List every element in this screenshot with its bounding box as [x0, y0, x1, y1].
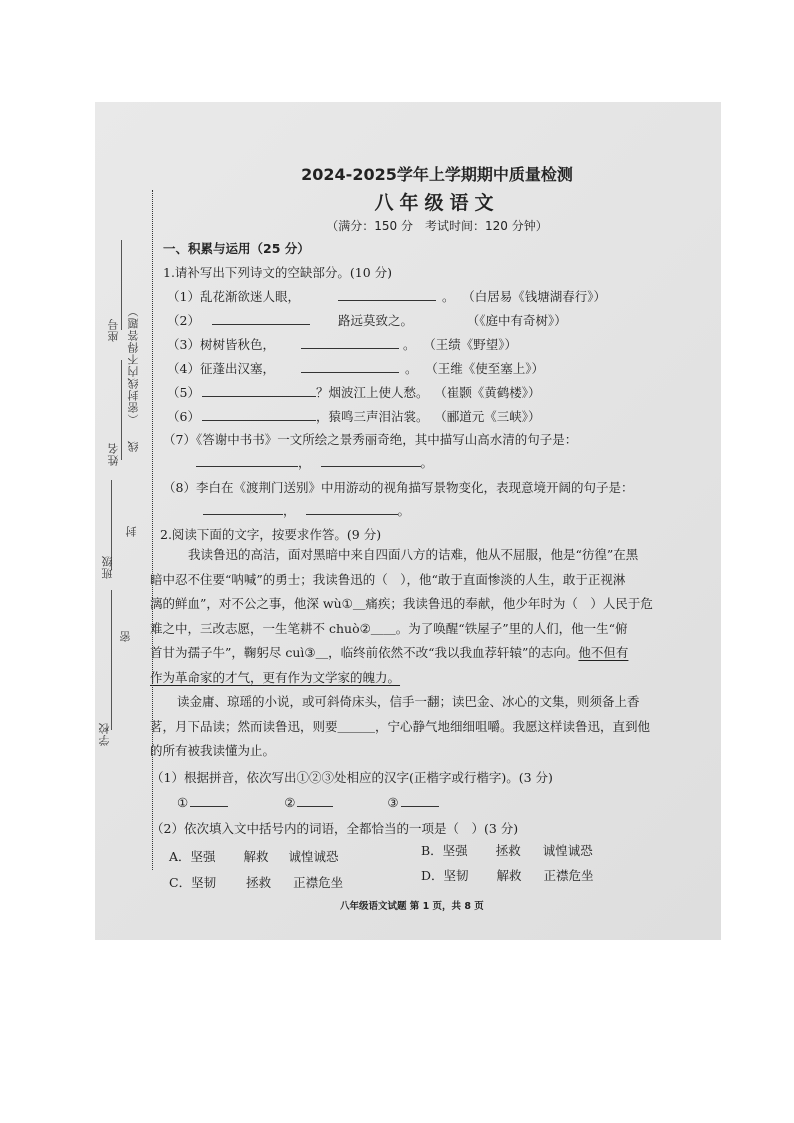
option-a[interactable]: A．坚强 解救 诚惶诚恐 — [169, 849, 339, 864]
q2-sub1-blanks: ① ② ③ — [177, 795, 439, 810]
q1-item-3: （3）树树皆秋色， 。 （王绩《野望》） — [167, 337, 517, 352]
q1-item-7-blanks: ， 。 — [196, 453, 433, 471]
q1-item-7: （7）《答谢中书书》一文所绘之景秀丽奇绝，其中描写山高水清的句子是： — [163, 432, 578, 447]
q2-stem: 2.阅读下面的文字，按要求作答。(9 分) — [160, 527, 382, 542]
school-line — [111, 590, 112, 730]
binding-notice: （密封线内不得答题） — [127, 305, 140, 425]
passage-line: 读金庸、琼瑶的小说，或可斜倚床头，信手一翻；读巴金、冰心的文集，则须备上香 — [152, 694, 640, 709]
option-d[interactable]: D．坚韧 解救 正襟危坐 — [421, 868, 594, 883]
passage-line: 难之中，三改志愿，一生笔耕不 chuò②＿＿。为了唤醒“铁屋子”里的人们，他一生“俯 — [150, 621, 628, 636]
passage-line: 我读鲁迅的高洁，面对黑暗中来自四面八方的诘难，他从不屈服，他是“彷徨”在黑 — [163, 547, 639, 562]
q1-item-6: （6） ，猿鸣三声泪沾裳。 （郦道元《三峡》） — [167, 409, 541, 424]
passage-line: 的所有被我读懂为止。 — [150, 743, 276, 758]
q1-item-8-blanks: ， 。 — [203, 501, 410, 519]
q1-item-2: （2） 路远莫致之。 （《庭中有奇树》） — [167, 313, 567, 328]
option-c[interactable]: C．坚韧 拯救 正襟危坐 — [169, 875, 344, 890]
passage-line: 漓的鲜血”，对不公之事，他深 wù①＿痛疾；我读鲁迅的奉献，他少年时为（ ）人民于危 — [150, 596, 653, 611]
passage-line: 首甘为孺子牛”，鞠躬尽 cuì③＿，临终前依然不改“我以我血荐轩辕”的志向。他不但有 — [150, 645, 629, 660]
q1-item-8: （8）李白在《渡荆门送别》中用游动的视角描写景物变化，表现意境开阔的句子是： — [163, 480, 634, 495]
section-heading: 一、积累与运用（25 分） — [163, 241, 310, 256]
q2-sub1: （1）根据拼音，依次写出①②③处相应的汉字(正楷字或行楷字)。(3 分) — [151, 770, 553, 785]
passage-line: 暗中忍不住要“呐喊”的勇士；我读鲁迅的（ ），他“敢于直面惨淡的人生，敢于正视淋 — [150, 572, 626, 587]
q1-item-4: （4）征蓬出汉塞， 。 （王维《使至塞上》） — [167, 361, 544, 376]
feng-mark: 封 — [125, 525, 138, 537]
exam-title: 2024-2025学年上学期期中质量检测 — [301, 165, 573, 184]
q2-sub2: （2）依次填入文中括号内的词语，全都恰当的一项是（ ）(3 分) — [151, 821, 519, 836]
q1-stem: 1.请补写出下列诗文的空缺部分。(10 分) — [163, 265, 393, 280]
xian-mark: 线 — [127, 440, 140, 452]
passage-line: 茗，月下品读；然而读鲁迅，则要＿＿＿，宁心静气地细细咀嚼。我愿这样读鲁迅，直到他 — [150, 719, 651, 734]
mi-mark: 密 — [119, 630, 132, 642]
school-label: 学校 — [98, 722, 111, 746]
page-footer: 八年级语文试题 第 1 页，共 8 页 — [340, 901, 484, 912]
name-label: 姓名 — [107, 442, 120, 466]
underlined-sentence: 他不但有 — [578, 645, 629, 660]
option-b[interactable]: B．坚强 拯救 诚惶诚恐 — [421, 843, 593, 858]
exam-info: （满分：150 分 考试时间：120 分钟） — [326, 219, 548, 233]
seat-line — [121, 240, 122, 330]
underlined-sentence: 作为革命家的才气，更有作为文学家的魄力。 — [150, 670, 401, 685]
q1-item-5: （5） ？烟波江上使人愁。 （崔颢《黄鹤楼》） — [167, 385, 541, 400]
seat-label: 座号 — [107, 318, 120, 342]
q1-item-1: （1）乱花渐欲迷人眼， 。 （白居易《钱塘湖春行》） — [167, 289, 606, 304]
subject-title: 八年级语文 — [374, 192, 500, 214]
class-label: 班级 — [101, 555, 114, 579]
